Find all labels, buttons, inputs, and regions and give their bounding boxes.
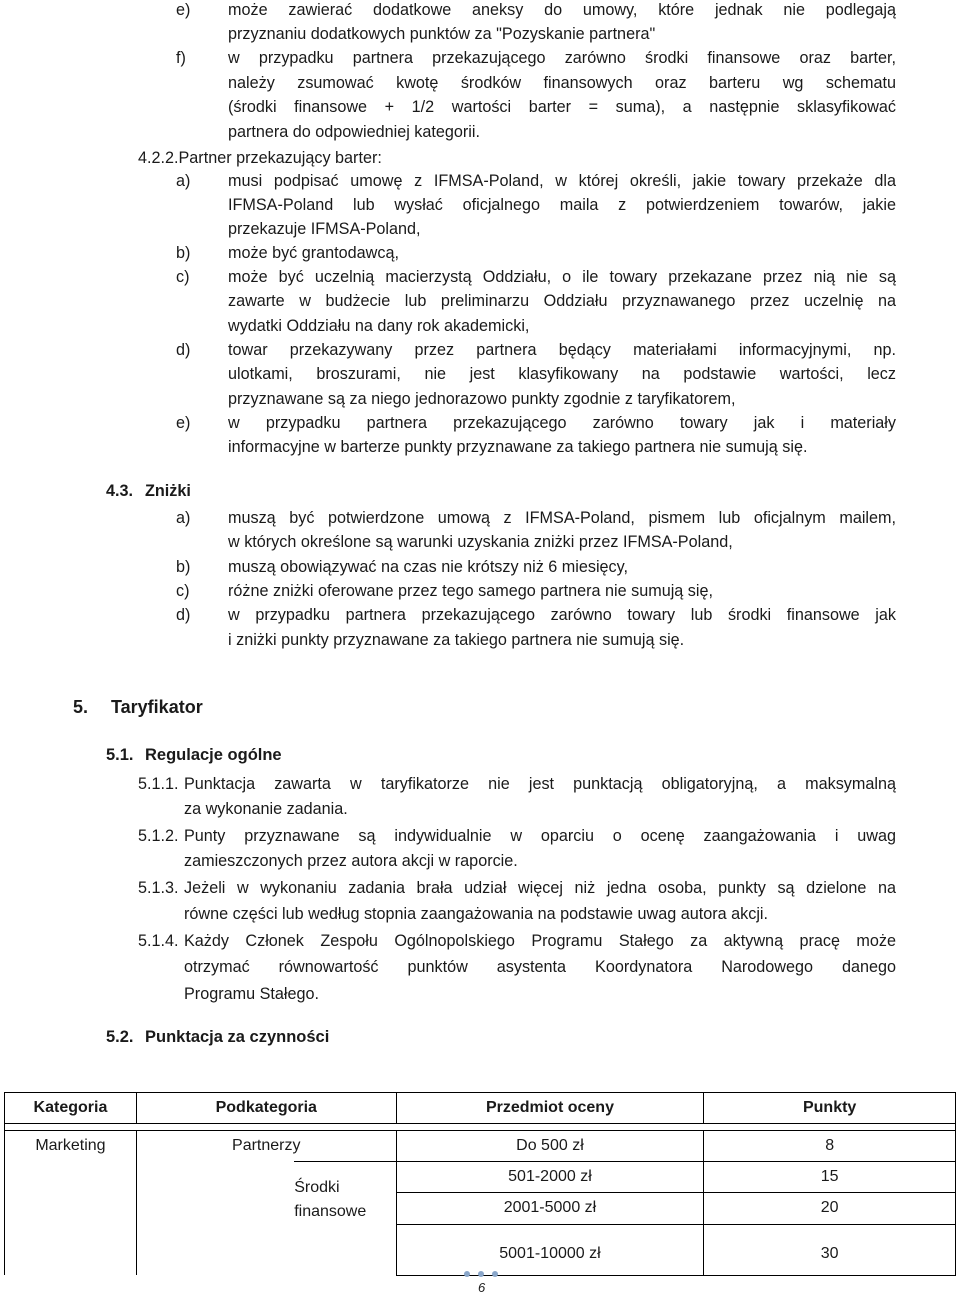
item-text: (środki finansowe + 1/2 wartości barter = suma), a następnie sklasyfikować bbox=[228, 98, 896, 116]
section-title: Zniżki bbox=[145, 482, 191, 500]
cell-subject: 2001-5000 zł bbox=[396, 1193, 704, 1224]
cell-points: 8 bbox=[704, 1131, 956, 1162]
item-text: ulotkami, broszurami, nie jest klasyfikowany na podstawie wartości, lecz bbox=[228, 365, 896, 383]
chapter-number: 5. bbox=[73, 697, 89, 717]
header-subcategory: Podkategoria bbox=[136, 1093, 396, 1124]
point-text: równe części lub według stopnia zaangażowania na podstawie uwag autora akcji. bbox=[184, 905, 769, 923]
table-row bbox=[5, 1131, 956, 1162]
item-label-a: a) bbox=[176, 172, 191, 190]
cell-subcategory: Partnerzy bbox=[136, 1131, 396, 1162]
item-label-b: b) bbox=[176, 558, 191, 576]
table-spacer bbox=[5, 1124, 956, 1131]
subsection-heading: 4.2.2.Partner przekazujący barter: bbox=[138, 149, 382, 167]
cell-points: 30 bbox=[704, 1224, 956, 1275]
item-label-c: c) bbox=[176, 268, 190, 286]
item-text: w przypadku partnera przekazującego zarówno towary jak i materiały bbox=[228, 414, 896, 432]
item-text: w których określone są warunki uzyskania zniżki przez IFMSA-Poland, bbox=[228, 533, 733, 551]
item-text: muszą obowiązywać na czas nie krótszy niż 6 miesięcy, bbox=[228, 558, 629, 576]
cell-points: 20 bbox=[704, 1193, 956, 1224]
subsection-number: 5.2. bbox=[106, 1028, 134, 1046]
cell-subject: 5001-10000 zł bbox=[396, 1224, 704, 1275]
item-label-b: b) bbox=[176, 244, 191, 262]
item-text: może zawierać dodatkowe aneksy do umowy, które jednak nie podlegają bbox=[228, 1, 896, 19]
tariff-table bbox=[4, 1092, 956, 1276]
item-label-f: f) bbox=[176, 49, 186, 67]
subsection-title: Punktacja za czynności bbox=[145, 1028, 330, 1046]
item-label-e: e) bbox=[176, 414, 191, 432]
item-text: przekazuje IFMSA-Poland, bbox=[228, 220, 421, 238]
cell-category: Marketing bbox=[5, 1131, 137, 1276]
page-number: 6 bbox=[478, 1280, 486, 1295]
header-category: Kategoria bbox=[5, 1093, 137, 1124]
point-number: 5.1.1. bbox=[138, 775, 179, 793]
point-text: Punktacja zawarta w taryfikatorze nie jest punktacją obligatoryjną, a maksymalną bbox=[184, 775, 896, 793]
point-number: 5.1.2. bbox=[138, 827, 179, 845]
item-text: różne zniżki oferowane przez tego samego partnera nie sumują się, bbox=[228, 582, 713, 600]
group-label-line: finansowe bbox=[294, 1203, 367, 1220]
item-text: może być uczelnią macierzystą Oddziału, o ile towary przekazane przez nią nie są bbox=[228, 268, 896, 286]
item-label-e: e) bbox=[176, 1, 191, 19]
cell-subject: Do 500 zł bbox=[396, 1131, 704, 1162]
cell-subject: 501-2000 zł bbox=[396, 1162, 704, 1193]
group-label-line: Środki bbox=[294, 1179, 340, 1196]
header-points: Punkty bbox=[704, 1093, 956, 1124]
item-text: zawarte w budżecie lub preliminarzu Oddziału przyznawanego przez uczelnię na bbox=[228, 292, 896, 310]
point-text: Każdy Członek Zespołu Ogólnopolskiego Programu Stałego za aktywną pracę może bbox=[184, 932, 896, 950]
item-text: informacyjne w barterze punkty przyznawane za takiego partnera nie sumują się. bbox=[228, 438, 808, 456]
section-number: 4.3. bbox=[106, 482, 134, 500]
item-text: towar przekazywany przez partnera będący materiałami informacyjnymi, np. bbox=[228, 341, 896, 359]
item-label-c: c) bbox=[176, 582, 190, 600]
point-text: Programu Stałego. bbox=[184, 985, 319, 1003]
item-label-d: d) bbox=[176, 341, 191, 359]
cell-group-label bbox=[294, 1162, 396, 1225]
subsection-title: Regulacje ogólne bbox=[145, 746, 282, 764]
header-subject: Przedmiot oceny bbox=[396, 1093, 704, 1124]
point-text: Punty przyznawane są indywidualnie w oparciu o ocenę zaangażowania i uwag bbox=[184, 827, 896, 845]
item-text: przyznawane są za niego jednorazowo punkty zgodnie z taryfikatorem, bbox=[228, 390, 736, 408]
item-label-a: a) bbox=[176, 509, 191, 527]
point-text: zamieszczonych przez autora akcji w raporcie. bbox=[184, 852, 518, 870]
table-row bbox=[5, 1162, 956, 1193]
item-text: w przypadku partnera przekazującego zarówno środki finansowe oraz barter, bbox=[228, 49, 896, 67]
chapter-title: Taryfikator bbox=[111, 697, 203, 717]
cell-empty bbox=[294, 1224, 396, 1275]
item-text: wydatki Oddziału na dany rok akademicki, bbox=[228, 317, 530, 335]
item-label-d: d) bbox=[176, 606, 191, 624]
item-text: partnera do odpowiedniej kategorii. bbox=[228, 123, 480, 141]
item-text: musi podpisać umowę z IFMSA-Poland, w której określi, jakie towary przekaże dla bbox=[228, 172, 896, 190]
footer-dots-icon bbox=[464, 1271, 504, 1279]
point-text: otrzymać równowartość punktów asystenta Koordynatora Narodowego danego bbox=[184, 958, 896, 976]
cell-points: 15 bbox=[704, 1162, 956, 1193]
point-text: Jeżeli w wykonaniu zadania brała udział więcej niż jedna osoba, punkty są dzielone na bbox=[184, 879, 896, 897]
item-text: muszą być potwierdzone umową z IFMSA-Poland, pismem lub oficjalnym mailem, bbox=[228, 509, 896, 527]
item-text: należy zsumować kwotę środków finansowych oraz barteru wg schematu bbox=[228, 74, 896, 92]
item-text: IFMSA-Poland lub wysłać oficjalnego maila z potwierdzeniem towarów, jakie bbox=[228, 196, 896, 214]
table-header-row bbox=[5, 1093, 956, 1124]
item-text: w przypadku partnera przekazującego zarówno towary lub środki finansowe jak bbox=[228, 606, 896, 624]
point-number: 5.1.4. bbox=[138, 932, 179, 950]
subsection-number: 5.1. bbox=[106, 746, 134, 764]
item-text: i zniżki punkty przyznawane za takiego partnera nie sumują się. bbox=[228, 631, 685, 649]
item-text: może być grantodawcą, bbox=[228, 244, 399, 262]
item-text: przyznaniu dodatkowych punktów za "Pozyskanie partnera" bbox=[228, 25, 656, 43]
point-number: 5.1.3. bbox=[138, 879, 179, 897]
point-text: za wykonanie zadania. bbox=[184, 800, 348, 818]
cell-empty bbox=[136, 1162, 294, 1276]
